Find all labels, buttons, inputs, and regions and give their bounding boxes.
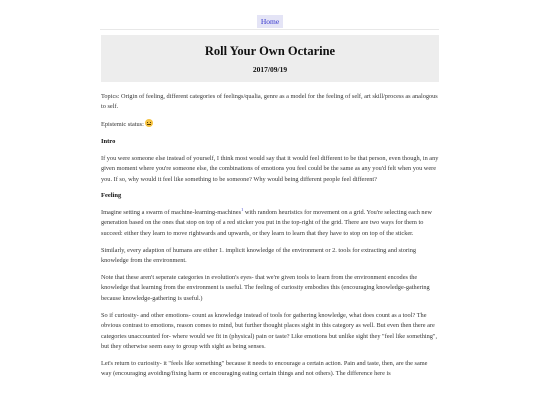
feeling-paragraph-1-text: Imagine setting a swarm of machine-learning-machines <box>101 208 242 216</box>
thinking-face-icon <box>145 119 153 127</box>
post-body <box>101 92 439 386</box>
intro-paragraph: If you were someone else instead of yourself, I think most would say that it would feel different to be that person, even though, in any given moment where you're someone else, the combinations of emotions you feel could be the same as any you'd felt when you were you. If so, why would it feel like something to be someone? Why would being different people feel different? <box>101 154 439 183</box>
feeling-paragraph-1 <box>101 208 439 239</box>
page-title: Roll Your Own Octarine <box>204 44 336 58</box>
feeling-paragraph-3: Note that these aren't seperate categories in evolution's eyes- that we're given tools to learn from the environment encodes the knowledge that learning from the environment is useful. The feeling of curiosity embodies this (encouraging knowledge-gathering because knowledge-gathering is useful.) <box>101 273 430 302</box>
epistemic-status <box>101 119 439 130</box>
post-header <box>101 35 439 82</box>
post-date: 2017/09/19 <box>252 65 288 74</box>
feeling-heading: Feeling <box>101 192 122 200</box>
feeling-paragraph-4: So if curiosity- and other emotions- count as knowledge instead of tools for gathering knowledge, what does count as a tool? The obvious contrast to emotions, reason comes to mind, but further thought places sight in this category as well. But even then there are categories unaccounted for- where would we fit in (physical) pain or taste? Like emotions but unlike sight they "feel like something", but they otherwise seem easy to group with sight as being senses. <box>101 311 438 350</box>
header-divider <box>100 29 439 30</box>
topics-paragraph: Topics: Origin of feeling, different categories of feelings/qualia, genre as a model for the feeling of self, art skill/process as analogous to self. <box>101 93 438 111</box>
footnote-link[interactable]: 1 <box>241 206 244 212</box>
feeling-paragraph-5: Let's return to curiosity- it "feels like something" because it needs to encourage a certain action. Pain and taste, then, are the same way (encouraging avoiding/fixing harm or encouraging eating certain things and not others). The difference here is <box>101 359 428 378</box>
feeling-paragraph-2: Similarly, every adaption of humans are either 1. implicit knowledge of the environment or 2. tools for extracting and storing knowledge from the environment. <box>101 246 417 265</box>
epistemic-label: Epistemic status: <box>101 121 144 129</box>
intro-heading: Intro <box>101 138 116 146</box>
home-link[interactable]: Home <box>257 15 283 28</box>
top-nav <box>0 11 540 29</box>
feeling-paragraph-1-text-cont: with random heuristics for movement on a grid. You're selecting each new generation based on the ones that stop on top of a red sticker you put in the top-right of the grid. There are two ways for them to succeed: either they learn to move rightwards and upwards, or they learn to learn that they have to stop on top of the sticker. <box>101 208 432 237</box>
